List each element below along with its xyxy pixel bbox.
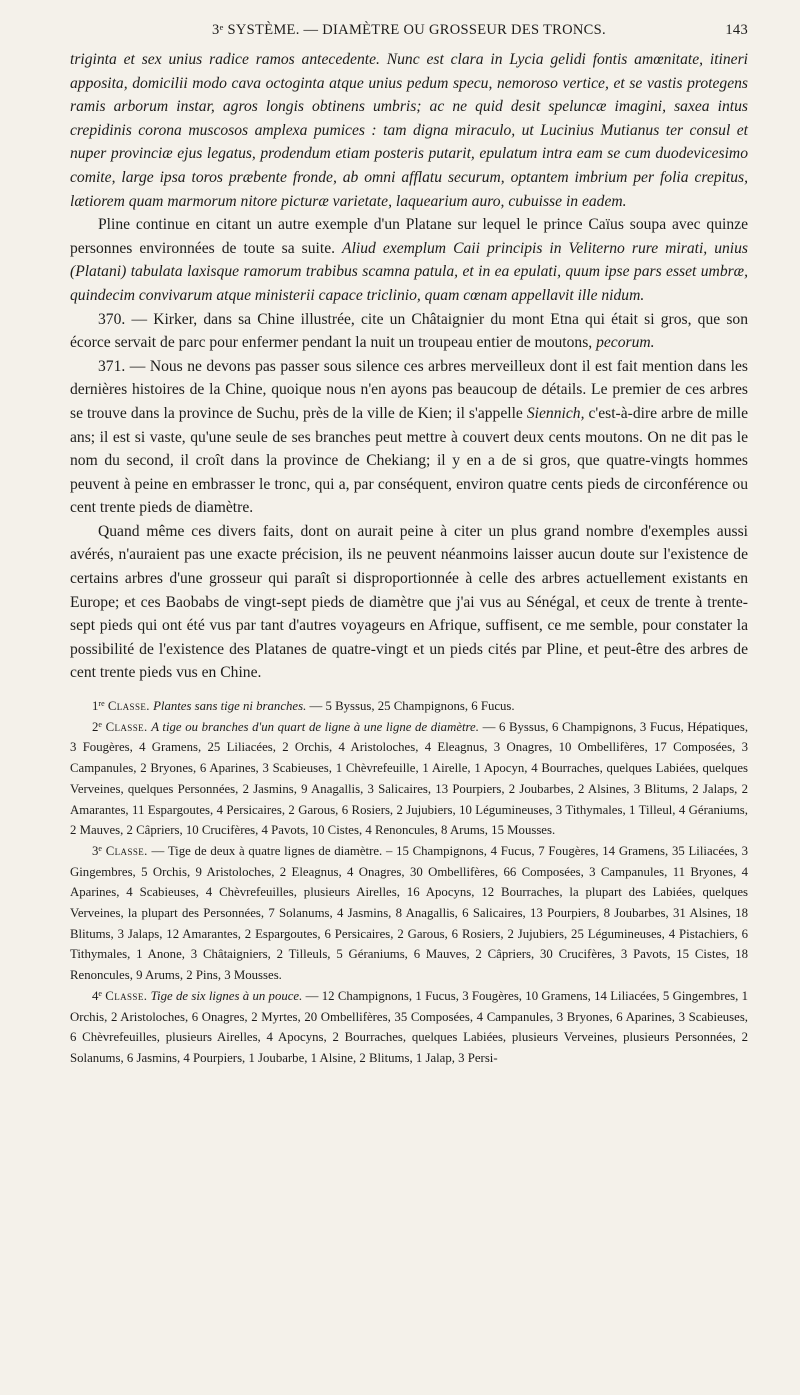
class-description: A tige ou branches d'un quart de ligne à une ligne de diamètre. [151, 719, 479, 734]
class-label: Classe. [107, 699, 150, 714]
class-notes [70, 696, 748, 1069]
paragraph-370 [70, 308, 748, 355]
latin-quote-paragraph [70, 48, 748, 213]
class-description: Plantes sans tige ni branches. [153, 699, 307, 714]
running-header [70, 22, 748, 48]
tree-name: Siennich, [526, 404, 585, 422]
class-label: Classe. [105, 719, 148, 734]
page-number: 143 [725, 22, 748, 38]
class-list: — 5 Byssus, 25 Champignons, 6 Fucus. [309, 699, 515, 714]
para-370-text: 370. — Kirker, dans sa Chine illustrée, cite un Châtaignier du mont Etna qui était si gros, que son écorce servait de parc pour enfermer pendant la nuit un troupeau entier de moutons, [70, 310, 748, 352]
latin-quote-2: Aliud exemplum Caii principis in Veliterno rure mirati, unius (Platani) tabulata laxisque ramorum trabibus scamna patula, et in ea epulati, quum ipse pars esset umbræ, quindecim convivarum atque ministerii capace triclinio, quam cœnam appellavit ille nidum. [70, 239, 748, 304]
running-title: 3ᵉ SYSTÈME. — DIAMÈTRE OU GROSSEUR DES TRONCS. [212, 22, 606, 38]
class-note: 4e Classe. Tige de six lignes à un pouce. — 12 Champignons, 1 Fucus, 3 Fougères, 10 Gramens, 14 Liliacées, 5 Gingembres, 1 Orchis, 2 Aristoloches, 6 Onagres, 2 Myrtes, 20 Ombellifères, 35 Composées, 4 Campanules, 3 Bryones, 6 Aparines, 3 Scabieuses, 6 Chèvrefeuilles, plusieurs Airelles, 4 Apocyns, 2 Bourraches, quelques Labiées, plusieurs Verveines, plusieurs Personnées, 2 Solanums, 6 Jasmins, 4 Pourpiers, 1 Joubarbe, 1 Alsine, 2 Blitums, 1 Jalap, 3 Persi- [70, 988, 749, 1065]
class-label: Classe. [105, 988, 148, 1003]
para-371-rest: c'est-à-dire arbre de mille ans; il est si vaste, qu'une seule de ses branches peut mettre à couvert deux cents moutons. On ne dit pas le nom du second, il croît dans la province de Chekiang; il y en a de si gros, que quatre-vingts hommes peuvent à peine en embrasser le tronc, qui a, par conséquent, environ quatre cents pieds de circonférence ou cent trente pieds de diamètre. [70, 404, 748, 517]
class-note: 3e Classe. — Tige de deux à quatre lignes de diamètre. – 15 Champignons, 4 Fucus, 7 Fougères, 14 Gramens, 35 Liliacées, 3 Gingembres, 5 Orchis, 9 Aristoloches, 2 Eleagnus, 4 Onagres, 30 Ombellifères, 66 Composées, 3 Campanules, 11 Bryones, 4 Aparines, 4 Scabieuses, 4 Chèvrefeuilles, plusieurs Airelles, 16 Apocyns, 12 Bourraches, la plupart des Labiées, quelques Verveines, la plupart des Personnées, 7 Solanums, 4 Jasmins, 8 Anagallis, 6 Salicaires, 13 Pourpiers, 8 Joubarbes, 31 Alsines, 18 Blitums, 3 Jalaps, 12 Amarantes, 2 Espargoutes, 6 Persicaires, 2 Garous, 6 Rosiers, 2 Jujubiers, 25 Légumineuses, 4 Pistachiers, 6 Tithymales, 1 Anone, 3 Châtaigniers, 2 Tilleuls, 5 Géraniums, 6 Mauves, 2 Câpriers, 30 Crucifères, 3 Pavots, 15 Cistes, 18 Renoncules, 9 Arums, 2 Pins, 3 Mousses. [70, 843, 749, 983]
class-note: 2e Classe. A tige ou branches d'un quart de ligne à une ligne de diamètre. — 6 Byssus, 6 Champignons, 3 Fucus, Hépatiques, 3 Fougères, 4 Gramens, 25 Liliacées, 2 Orchis, 4 Aristoloches, 4 Eleagnus, 3 Onagres, 10 Ombellifères, 17 Composées, 3 Campanules, 2 Bryones, 6 Aparines, 3 Scabieuses, 1 Chèvrefeuille, 1 Airelle, 1 Apocyn, 4 Bourraches, quelques Labiées, quelques Verveines, quelques Personnées, 2 Jasmins, 9 Anagallis, 3 Salicaires, 13 Pourpiers, 2 Joubarbes, 2 Alsines, 3 Blitums, 2 Jalaps, 2 Amarantes, 11 Espargoutes, 4 Persicaires, 2 Garous, 6 Rosiers, 2 Jujubiers, 10 Légumineuses, 3 Tithymales, 1 Tilleul, 4 Géraniums, 2 Mauves, 2 Câpriers, 10 Crucifères, 4 Pavots, 10 Cistes, 4 Renoncules, 8 Arums, 15 Mousses. [70, 719, 749, 838]
class-description: Tige de six lignes à un pouce. [150, 988, 303, 1003]
class-list: — 12 Champignons, 1 Fucus, 3 Fougères, 10 Gramens, 14 Liliacées, 5 Gingembres, 1 Orchis, 2 Aristoloches, 6 Onagres, 2 Myrtes, 20 Ombellifères, 35 Composées, 4 Campanules, 3 Bryones, 6 Aparines, 3 Scabieuses, 6 Chèvrefeuilles, plusieurs Airelles, 4 Apocyns, 2 Bourraches, quelques Labiées, plusieurs Verveines, plusieurs Personnées, 2 Solanums, 6 Jasmins, 4 Pourpiers, 1 Joubarbe, 1 Alsine, 2 Blitums, 1 Jalap, 3 Persi- [70, 988, 749, 1065]
pline-paragraph [70, 213, 748, 307]
para-370-latin: pecorum. [596, 334, 655, 352]
para-371-text: 371. — Nous ne devons pas passer sous silence ces arbres merveilleux dont il est fait mention dans les dernières histoires de la Chine, quoique nous n'en ayons pas beaucoup de détails. Le premier de ces arbres se trouve dans la province de Suchu, près de la ville de Kien; il s'appelle [70, 357, 748, 422]
latin-quote-1: triginta et sex unius radice ramos antecedente. Nunc est clara in Lycia gelidi fontis amœnitate, itineri apposita, domicilii modo cava octoginta atque unius pedum specu, nemoroso vertice, et se vastis protegens ramis arborum instar, agros longis obtinens umbris; ac ne quid desit speluncæ imagini, saxea intus crepidinis corona muscosos amplexa pumices : tam digna miraculo, ut Lucinius Mutianus ter consul et nuper provinciæ ejus legatus, prodendum etiam posteris putarit, epulatum intra eam se cum duodevicesimo comite, large ipsa toros præbente fronde, ab omni afflatu securum, optantem imbrium per folia crepitus, lætiorem quam marmorum nitore picturæ varietate, laquearium auro, cubuisse in eadem. [70, 51, 748, 210]
class-list: — 6 Byssus, 6 Champignons, 3 Fucus, Hépatiques, 3 Fougères, 4 Gramens, 25 Liliacées, 2 Orchis, 4 Aristoloches, 4 Eleagnus, 3 Onagres, 10 Ombellifères, 17 Composées, 3 Campanules, 2 Bryones, 6 Aparines, 3 Scabieuses, 1 Chèvrefeuille, 1 Airelle, 1 Apocyn, 4 Bourraches, quelques Labiées, quelques Verveines, quelques Personnées, 2 Jasmins, 9 Anagallis, 3 Salicaires, 13 Pourpiers, 2 Joubarbes, 2 Alsines, 3 Blitums, 2 Jalaps, 2 Amarantes, 11 Espargoutes, 4 Persicaires, 2 Garous, 6 Rosiers, 2 Jujubiers, 10 Légumineuses, 3 Tithymales, 1 Tilleul, 4 Géraniums, 2 Mauves, 2 Câpriers, 10 Crucifères, 4 Pavots, 10 Cistes, 4 Renoncules, 8 Arums, 15 Mousses. [70, 719, 749, 838]
pline-intro: Pline continue en citant un autre exemple d'un Platane sur lequel le prince Caïus soupa avec quinze personnes environnées de toute sa suite. [70, 216, 748, 257]
class-label: Classe. [105, 843, 148, 858]
class-list: — Tige de deux à quatre lignes de diamètre. – 15 Champignons, 4 Fucus, 7 Fougères, 14 Gramens, 35 Liliacées, 3 Gingembres, 5 Orchis, 9 Aristoloches, 2 Eleagnus, 4 Onagres, 30 Ombellifères, 66 Composées, 3 Campanules, 11 Bryones, 4 Aparines, 4 Scabieuses, 4 Chèvrefeuilles, plusieurs Airelles, 16 Apocyns, 12 Bourraches, la plupart des Labiées, quelques Verveines, la plupart des Personnées, 7 Solanums, 4 Jasmins, 8 Anagallis, 6 Salicaires, 13 Pourpiers, 8 Joubarbes, 31 Alsines, 18 Blitums, 3 Jalaps, 12 Amarantes, 2 Espargoutes, 6 Persicaires, 2 Garous, 6 Rosiers, 2 Jujubiers, 25 Légumineuses, 4 Pistachiers, 6 Tithymales, 1 Anone, 3 Châtaigniers, 2 Tilleuls, 5 Géraniums, 6 Mauves, 2 Câpriers, 30 Crucifères, 3 Pavots, 15 Cistes, 18 Renoncules, 9 Arums, 2 Pins, 3 Mousses. [70, 843, 749, 983]
paragraph-quand: Quand même ces divers faits, dont on aurait peine à citer un plus grand nombre d'exemples aussi avérés, n'auraient pas une exacte précision, ils ne peuvent néanmoins laisser aucun doute sur l'existence de certains arbres d'une grosseur qui paraît si disproportionnée à celle des arbres actuellement existants en Europe; et ces Baobabs de vingt-sept pieds de diamètre que j'ai vus au Sénégal, et ceux de trente à trente-sept pieds qui ont été vus par tant d'autres voyageurs en Afrique, suffisent, ce me semble, pour constater la possibilité de l'existence des Platanes de quatre-vingt et un pieds cités par Pline, et peut-être des arbres de cent trente pieds vus en Chine. [70, 522, 748, 682]
paragraph-371 [70, 355, 748, 520]
main-text [70, 48, 748, 685]
class-note: 1re Classe. Plantes sans tige ni branches. — 5 Byssus, 25 Champignons, 6 Fucus. [92, 699, 515, 714]
